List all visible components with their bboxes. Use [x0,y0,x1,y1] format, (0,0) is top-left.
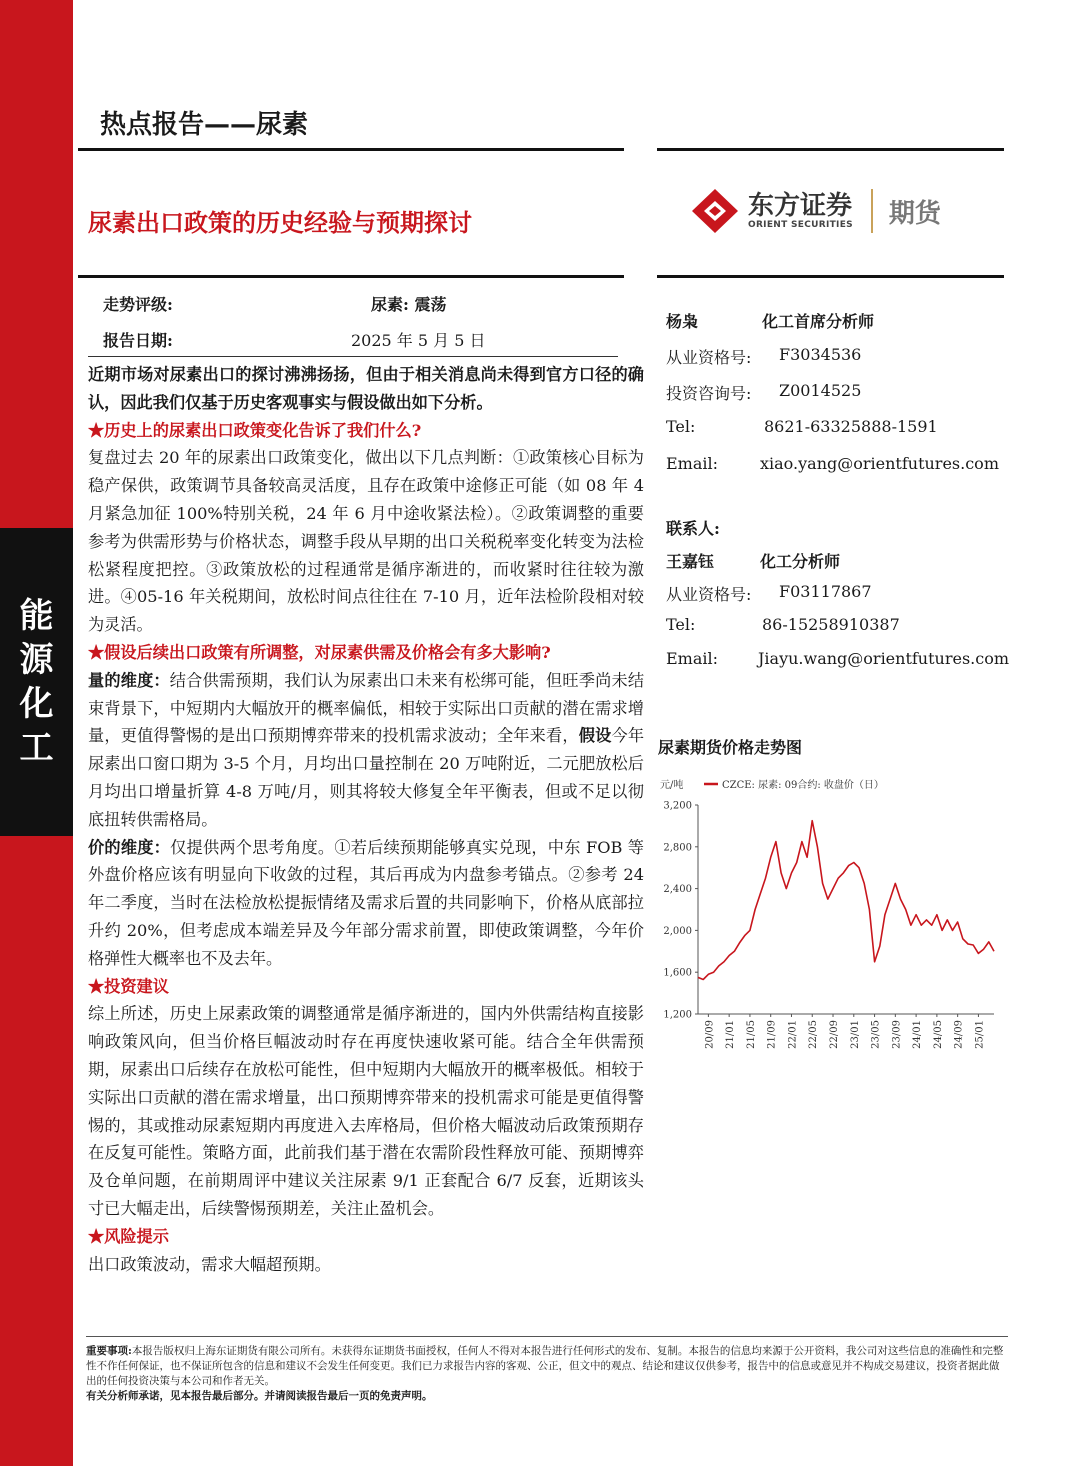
rating-label: 走势评级: [103,295,173,314]
divider [88,356,618,357]
x-tick-label: 21/09 [766,1020,778,1049]
date-label: 报告日期: [103,331,173,350]
category-char: 源 [19,640,54,680]
footer-divider [86,1336,1008,1337]
email-link[interactable]: xiao.yang@orientfutures.com [760,454,999,473]
x-tick-label: 24/09 [953,1020,965,1049]
disclaimer-note: 有关分析师承诺，见本报告最后部分。并请阅读报告最后一页的免责声明。 [86,1390,433,1402]
divider [78,148,624,151]
x-tick-label: 22/09 [829,1020,841,1049]
analyst-role: 化工首席分析师 [762,312,875,331]
report-summary [88,361,644,1278]
qualification-number: F3034536 [779,345,862,364]
section-heading: ★假设后续出口政策有所调整，对尿素供需及价格会有多大影响? [88,642,551,662]
y-tick-label: 1,600 [663,967,692,979]
important-label: 重要事项: [86,1345,132,1357]
date-value: 2025 年 5 月 5 日 [351,331,486,350]
rating-value: 尿素: 震荡 [371,295,447,314]
inline-label: 量的维度： [88,670,170,690]
section-paragraph [88,667,644,834]
tel-label: Tel: [666,615,696,634]
section-paragraph [88,834,644,973]
tel-value: 8621-63325888-1591 [764,417,938,436]
y-tick-label: 1,200 [663,1009,692,1021]
consult-number: Z0014525 [779,381,862,400]
logo-mark-icon [690,188,740,234]
inline-label: 价的维度： [88,837,171,857]
x-tick-label: 24/01 [912,1020,924,1049]
divider [657,275,1004,278]
email-label: Email: [666,649,719,668]
contact-name: 王嘉钰 [666,552,715,571]
section-heading: ★投资建议 [88,976,169,996]
report-title: 尿素出口政策的历史经验与预期探讨 [88,209,472,237]
x-tick-label: 23/09 [891,1020,903,1049]
logo-separator [871,189,873,233]
chart-title: 尿素期货价格走势图 [658,738,803,757]
section-heading: ★历史上的尿素出口政策变化告诉了我们什么? [88,420,422,440]
contact-role: 化工分析师 [760,552,841,571]
y-tick-label: 2,400 [663,884,692,896]
section-paragraph: 复盘过去 20 年的尿素出口政策变化，做出以下几点判断：①政策核心目标为稳产保供，政策调节具备较高灵活度，且存在政策中途修正可能（如 08 年 4 月紧急加征 100%特别关税，24 年 6 月中途收紧法检）。②政策调整的重要参考为供需形势与价格状态，调整手段从早期的出口关税税率变化转变为法检松紧程度把控。③政策放松的过程通常是循序渐进的，而收紧时往往较为激进。④05-16 年关税期间，放松时间点往往在 7-10 月，近年法检阶段相对较为灵活。 [88,448,644,635]
qualification-label: 从业资格号: [666,585,752,604]
qualification-number: F03117867 [779,582,872,601]
logo-division: 期货 [888,198,941,229]
section-heading: ★风险提示 [88,1226,169,1246]
contact-heading: 联系人: [666,519,720,538]
sidebar-category-label [0,528,73,836]
intro-paragraph: 近期市场对尿素出口的探讨沸沸扬扬，但由于相关消息尚未得到官方口径的确认，因此我们仅基于历史客观事实与假设做出如下分析。 [88,365,644,412]
price-chart [656,768,1006,1068]
logo-name-en: ORIENT SECURITIES [748,220,853,230]
report-type: 热点报告——尿素 [100,110,309,140]
x-tick-label: 20/09 [704,1020,716,1049]
legend-label: CZCE: 尿素: 09合约: 收盘价（日） [722,780,884,791]
tel-label: Tel: [666,417,696,436]
y-unit-label: 元/吨 [660,780,684,791]
qualification-label: 从业资格号: [666,348,752,367]
inline-emphasis: 假设 [578,726,612,746]
x-tick-label: 21/05 [745,1020,757,1049]
y-tick-label: 3,200 [663,800,692,812]
category-char: 能 [19,596,54,636]
category-char: 工 [19,728,54,768]
inline-text: 仅提供两个思考角度。①若后续预期能够真实兑现，中东 FOB 等外盘价格应该有明显向下收敛的过程，其后再成为内盘参考锚点。②参考 24 年二季度，当时在法检放松提振情绪及需求后置的共同影响下，价格从底部拉升约 20%，但考虑成本端差异及今年部分需求前置，即使政策调整，今年价格弹性大概率也不及去年。 [88,837,644,968]
x-tick-label: 25/01 [974,1020,986,1049]
section-paragraph: 综上所述，历史上尿素政策的调整通常是循序渐进的，国内外供需结构直接影响政策风向，但当价格巨幅波动时存在再度快速收紧可能。结合全年供需预期，尿素出口后续存在放松可能性，但中短期内大幅放开的概率极低。相较于实际出口贡献的潜在需求增量，出口预期博弈带来的投机需求可能是更值得警惕的，其或推动尿素短期内再度进入去库格局，但价格大幅波动后政策预期存在反复可能性。策略方面，此前我们基于潜在农需阶段性释放可能、预期博弈及仓单问题，在前期周评中建议关注尿素 9/1 正套配合 6/7 反套，近期该头寸已大幅走出，后续警惕预期差，关注止盈机会。 [88,1004,644,1218]
tel-value: 86-15258910387 [762,615,900,634]
y-tick-label: 2,800 [663,842,692,854]
series-line [698,821,994,980]
x-tick-label: 21/01 [725,1020,737,1049]
divider [78,275,624,278]
x-tick-label: 23/01 [849,1020,861,1049]
disclaimer [86,1344,1008,1404]
section-paragraph: 出口政策波动，需求大幅超预期。 [88,1254,331,1274]
email-link[interactable]: Jiayu.wang@orientfutures.com [758,649,1010,668]
x-tick-label: 23/05 [870,1020,882,1049]
company-logo [690,186,941,236]
x-tick-label: 22/05 [808,1020,820,1049]
x-tick-label: 22/01 [787,1020,799,1049]
y-tick-label: 2,000 [663,925,692,937]
category-char: 化 [19,684,54,724]
inline-text: 今年尿素出口窗口期为 3-5 个月，月均出口量控制在 20 万吨附近，二元肥放松后月均出口增量折算 4-8 万吨/月，则其将较大修复全年平衡表，但或不足以彻底扭转供需格局。 [88,726,645,829]
consult-label: 投资咨询号: [666,384,752,403]
email-label: Email: [666,454,719,473]
divider [657,148,1004,151]
important-text: 本报告版权归上海东证期货有限公司所有。未获得东证期货书面授权，任何人不得对本报告进行任何形式的发布、复制。本报告的信息均来源于公开资料，我公司对这些信息的准确性和完整性不作任何保证，也不保证所包含的信息和建议不会发生任何变更。我们已力求报告内容的客观、公正，但文中的观点、结论和建议仅供参考，报告中的信息或意见并不构成交易建议，投资者据此做出的任何投资决策与本公司和作者无关。 [86,1345,1004,1387]
x-tick-label: 24/05 [932,1020,944,1049]
analyst-name: 杨枭 [666,312,699,331]
inline-text: 结合供需预期，我们认为尿素出口未来有松绑可能，但旺季尚未结束背景下，中短期内大幅放开的概率偏低，相较于实际出口贡献的潜在需求增量，更值得警惕的是出口预期博弈带来的投机需求波动；全年来看， [88,670,645,746]
logo-name-cn: 东方证券 [748,191,853,221]
